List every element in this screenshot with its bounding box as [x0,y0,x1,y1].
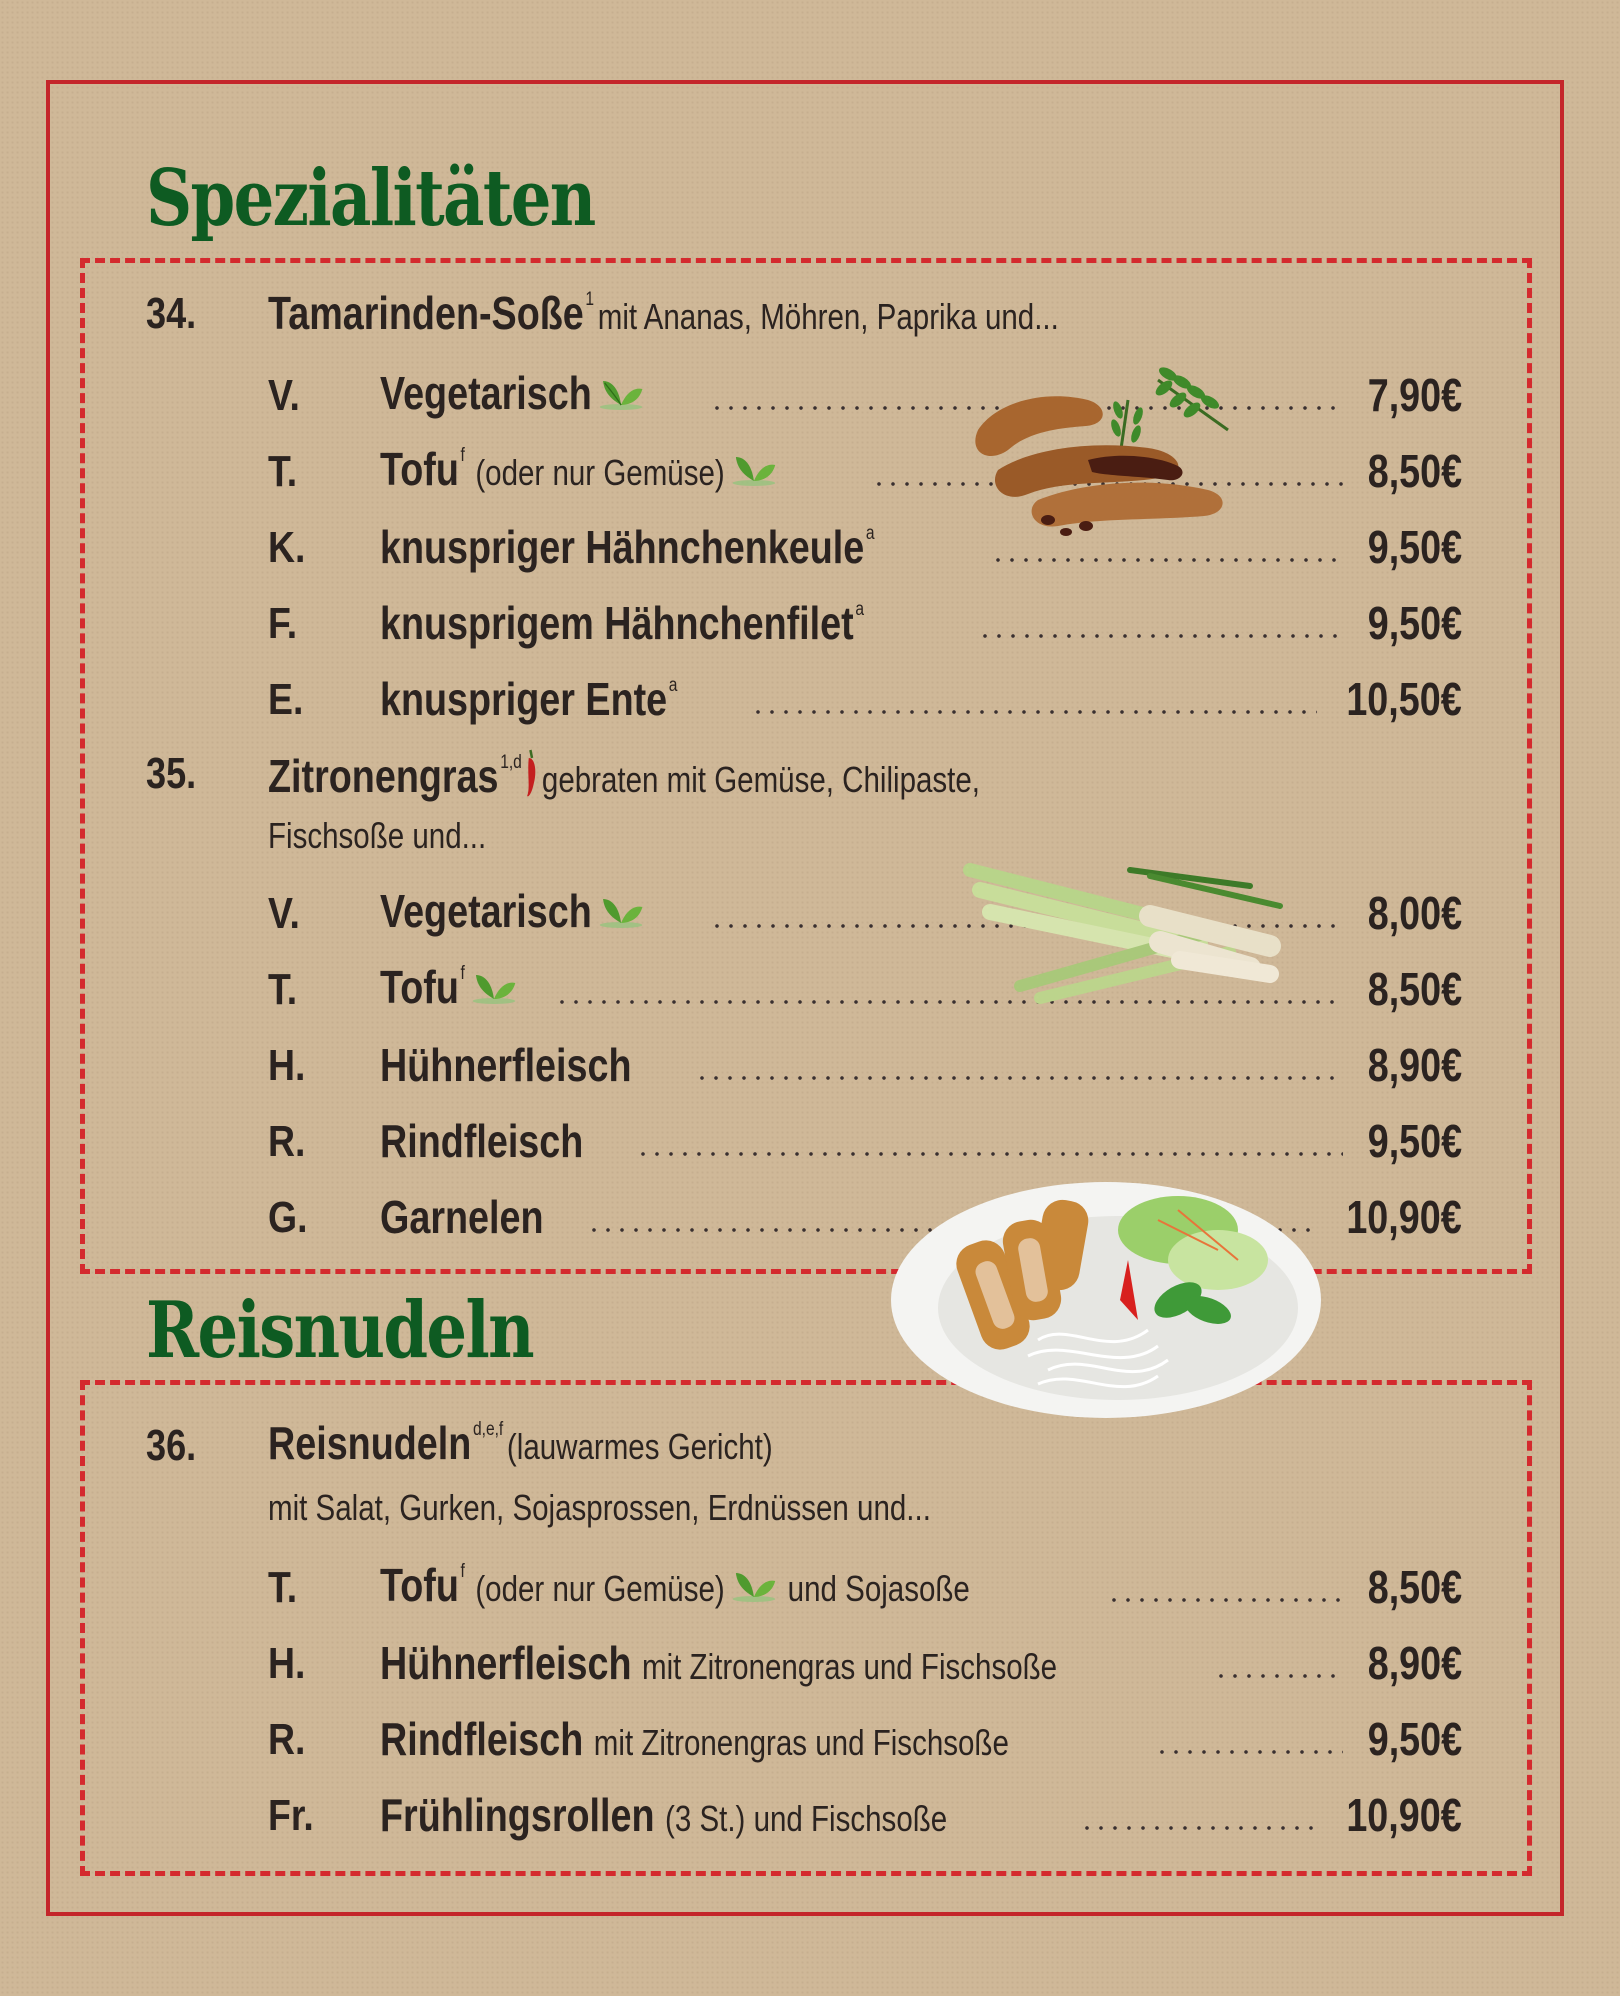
variant-price: 10,50€ [1346,673,1462,725]
variant-name: Rindfleisch [380,1713,584,1765]
menu-row-36-t [268,1550,1462,1613]
dish-36-description-2-wrap [268,1487,931,1528]
dish-36-allergens: d,e,f [472,1419,504,1440]
vegetarian-leaf-icon [598,889,644,936]
menu-row-34-k [268,510,1462,573]
dish-35-header [268,748,980,804]
variant-code: G. [268,1193,308,1242]
variant-extra: (3 St.) und Fischsoße [665,1798,948,1839]
variant-allergens: f [460,445,465,466]
variant-code: R. [268,1715,306,1764]
variant-name: knusprigem Hähnchenfilet [380,597,854,649]
variant-name-wrap [380,1559,970,1611]
dish-number-35: 35. [146,749,197,798]
variant-name: Tofu [380,1559,459,1611]
variant-price: 9,50€ [1367,521,1462,573]
vegetarian-leaf-icon [598,371,644,418]
variant-code: V. [268,371,300,420]
variant-price: 10,90€ [1346,1789,1462,1841]
variant-code: H. [268,1041,306,1090]
variant-name: Hühnerfleisch [380,1039,632,1091]
variant-name: Garnelen [380,1191,544,1243]
section-title-spezialitaeten: Spezialitäten [146,153,595,244]
dish-number-36: 36. [146,1421,197,1470]
dish-34-description: mit Ananas, Möhren, Paprika und... [597,296,1059,337]
tamarind-illustration [968,360,1258,545]
variant-price: 8,50€ [1367,445,1462,497]
variant-name-wrap [380,1637,1058,1689]
variant-code: K. [268,523,306,572]
variant-extra-2: und Sojasoße [787,1568,970,1609]
dish-34-header [268,287,1059,339]
variant-code: T. [268,965,298,1014]
variant-code: V. [268,889,300,938]
menu-row-36-r [268,1702,1462,1765]
variant-name: Rindfleisch [380,1115,584,1167]
variant-price: 8,50€ [1367,1561,1462,1613]
variant-price: 9,50€ [1367,1115,1462,1167]
variant-code: T. [268,1563,298,1612]
variant-name: knuspriger Ente [380,673,668,725]
menu-row-34-e [268,662,1462,725]
variant-extra: (oder nur Gemüse) [475,1568,725,1609]
menu-row-35-h [268,1028,1462,1091]
dot-leader [636,1152,1343,1156]
vegetarian-leaf-icon [471,965,517,1012]
variant-name-wrap [380,1789,948,1841]
dish-34-allergens: 1 [585,289,595,310]
vegetarian-leaf-icon [731,1563,777,1610]
variant-name-wrap [380,673,678,725]
variant-name-wrap [380,1713,1009,1765]
dish-36-description-2: mit Salat, Gurken, Sojasprossen, Erdnüssen und... [268,1487,931,1528]
dot-leader [978,634,1343,638]
variant-name: knuspriger Hähnchenkeule [380,521,865,573]
variant-extra: mit Zitronengras und Fischsoße [593,1722,1009,1763]
variant-code: Fr. [268,1791,314,1840]
variant-code: E. [268,675,304,724]
variant-price: 9,50€ [1367,597,1462,649]
variant-name: Frühlingsrollen [380,1789,655,1841]
dish-number-34: 34. [146,289,197,338]
variant-name: Vegetarisch [380,367,592,419]
variant-name-wrap [380,367,644,419]
variant-price: 9,50€ [1367,1713,1462,1765]
variant-name: Tofu [380,961,459,1013]
dish-34-name: Tamarinden-Soße [268,287,584,339]
dish-35-description-2-wrap [268,815,487,856]
noodle-bowl-illustration [888,1160,1328,1435]
dot-leader [1107,1598,1343,1602]
variant-extra: (oder nur Gemüse) [475,452,725,493]
menu-row-35-r [268,1104,1462,1167]
variant-code: R. [268,1117,306,1166]
dish-35-description-1: gebraten mit Gemüse, Chilipaste, [541,759,981,800]
variant-price: 8,90€ [1367,1637,1462,1689]
menu-row-34-t [268,434,1462,497]
dot-leader [1080,1826,1318,1830]
menu-row-36-fr [268,1778,1462,1841]
variant-price: 7,90€ [1367,369,1462,421]
variant-price: 10,90€ [1346,1191,1462,1243]
variant-price: 8,50€ [1367,963,1462,1015]
section-title-reisnudeln: Reisnudeln [146,1285,533,1376]
variant-code: H. [268,1639,306,1688]
dish-36-header [268,1417,773,1469]
variant-allergens: f [460,1561,465,1582]
variant-allergens: f [460,963,465,984]
menu-row-36-h [268,1626,1462,1689]
menu-row-34-v [268,358,1462,421]
variant-name-wrap [380,443,777,495]
dot-leader [991,558,1343,562]
variant-price: 8,00€ [1367,887,1462,939]
dot-leader [751,710,1318,714]
chili-icon [523,748,538,804]
dot-leader [1155,1750,1343,1754]
lemongrass-illustration [950,856,1300,1011]
variant-allergens: a [865,523,875,544]
vegetarian-leaf-icon [731,447,777,494]
variant-name-wrap [380,521,875,573]
menu-row-34-f [268,586,1462,649]
variant-name: Hühnerfleisch [380,1637,632,1689]
variant-allergens: a [668,675,678,696]
variant-name-wrap [380,885,644,937]
variant-name-wrap [380,961,517,1013]
dish-35-description-2: Fischsoße und... [268,815,487,856]
dish-36-name: Reisnudeln [268,1417,472,1469]
variant-code: F. [268,599,298,648]
variant-extra: mit Zitronengras und Fischsoße [642,1646,1058,1687]
variant-name: Vegetarisch [380,885,592,937]
dish-35-name: Zitronengras [268,750,499,802]
dot-leader [1214,1674,1343,1678]
variant-price: 8,90€ [1367,1039,1462,1091]
dot-leader [695,1076,1343,1080]
variant-name-wrap [380,597,864,649]
variant-code: T. [268,447,298,496]
variant-name: Tofu [380,443,459,495]
dish-36-description: (lauwarmes Gericht) [506,1426,773,1467]
variant-allergens: a [855,599,864,620]
dish-35-allergens: 1,d [500,752,522,773]
